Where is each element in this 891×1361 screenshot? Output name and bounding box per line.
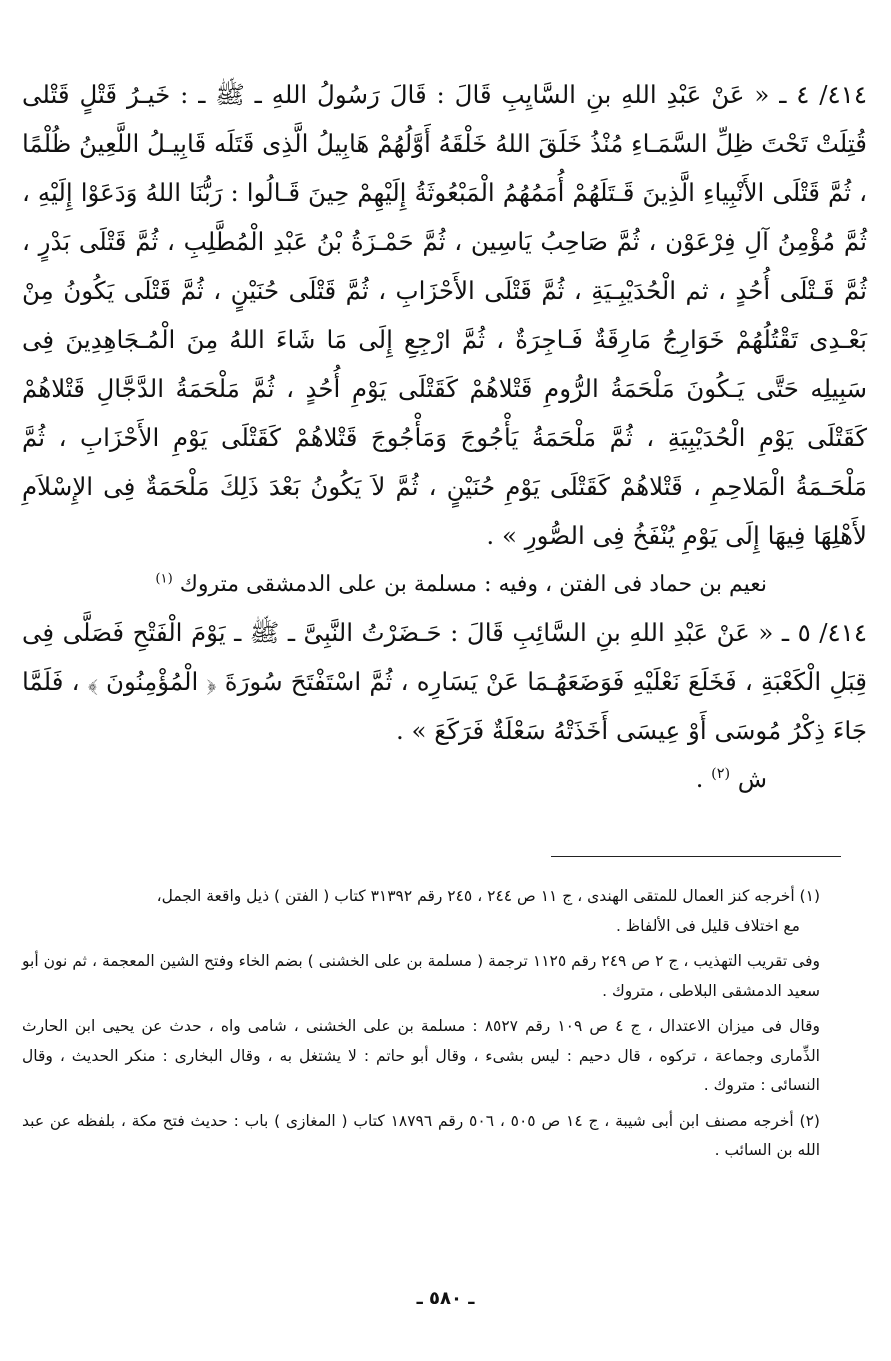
source-text: ش — [737, 765, 767, 793]
footnote-2: (٢) أخرجه مصنف ابن أبى شيبة ، ج ١٤ ص ٥٠٥ ، ٥٠٦ رقم ١٨٧٩٦ كتاب ( المغازى ) باب : حديث فتح مكة ، بلفظه عن عبد الله بن السائب . — [22, 1111, 820, 1159]
hadith-number: ٤١٤/ ٥ ـ — [781, 618, 867, 647]
footnotes — [22, 882, 820, 1172]
hadith-source — [22, 562, 867, 608]
main-text — [22, 70, 867, 803]
footnote-1-paragraph-3: وقال فى ميزان الاعتدال ، ج ٤ ص ١٠٩ رقم ٨٥٢٧ : مسلمة بن على الخشنى ، شامى واه ، حدث عن يحيى ابن الحارث الذِّمارى وجماعة ، تركوه ، قال دحيم : ليس بشىء ، وقال أبو حاتم : لا يشتغل به ، وقال البخارى : منكر الحديث ، وقال النسائى : متروك . — [22, 1017, 820, 1094]
source-text: نعيم بن حماد فى الفتن ، وفيه : مسلمة بن على الدمشقى متروك — [179, 572, 767, 597]
hadith-text: « عَنْ عَبْدِ اللهِ بنِ السَّائِبِ قَالَ : حَـضَرْتُ النَّبِىَّ ـ ﷺ ـ يَوْمَ الْفَتْحِ فَصَلَّى فِى قِبَلِ الْكَعْبَةِ ، فَخَلَعَ نَعْلَيْهِ فَوَضَعَهُـمَا عَنْ يَسَارِه ، ثُمَّ اسْتَفْتَحَ سُورَةَ ﴿ الْمُؤْمِنُونَ ﴾ ، فَلَمَّا جَاءَ ذِكْرُ مُوسَى أَوْ عِيسَى أَخَذَتْهُ سَعْلَةٌ فَرَكَعَ » . — [22, 618, 867, 745]
footnote-marker[interactable]: (١) — [155, 571, 173, 587]
hadith-source: ش $^{(٢)}$ . — [695, 765, 767, 793]
footnote-marker[interactable]: (٢) — [711, 766, 731, 782]
footnote-1 — [22, 882, 820, 941]
hadith-paragraph — [22, 70, 867, 560]
footnote-1-paragraph-2: وفى تقريب التهذيب ، ج ٢ ص ٢٤٩ رقم ١١٢٥ ترجمة ( مسلمة بن على الخشنى ) بضم الخاء وفتح الشين المعجمة ، ثم نون أبو سعيد الدمشقى البلاطى ، متروك . — [22, 952, 820, 1000]
hadith-text: « عَنْ عَبْدِ اللهِ بنِ السَّايِبِ قَالَ : قَالَ رَسُولُ اللهِ ـ ﷺ ـ : خَيـرُ قَتْلٍ قَتْلى قُتِلَتْ تَحْتَ ظِلِّ السَّمَـاءِ مُنْذُ خَلَقَ اللهُ خَلْقَهُ أَوَّلُهُمْ هَابِيلُ الَّذِى قَتَلَه قَابِيـلُ اللَّعِينُ ظُلْمًا ، ثُمَّ قَتْلَى الأَنْبِياءِ الَّذِينَ قَـتَلَهُمْ أُمَمُهُمُ الْمَبْعُوثَةُ إِلَيْهِمْ حِينَ قَـالُوا : رَبُّنَا اللهُ وَدَعَوْا إِلَيْهِ ، ثُمَّ مُؤْمِنُ آلِ فِرْعَوْن ، ثُمَّ صَاحِبُ يَاسِين ، ثُمَّ حَمْـزَةُ بْنُ عَبْدِ الْمُطَّلِبِ ، ثُمَّ قَتْلَى بَدْرٍ ، ثُمَّ قَـتْلَى أُحُدٍ ، ثم الْحُدَيْبِـيَةِ ، ثُمَّ قَتْلَى الأَحْزَابِ ، ثُمَّ قَتْلَى حُنَيْنٍ ، ثُمَّ قَتْلَى يَكُونُ مِنْ بَعْـدِى تَقْتُلُهُمْ خَوَارِجُ مَارِقَةٌ فَـاجِرَةٌ ، ثُمَّ ارْجِعِ إِلَى مَا شَاءَ اللهُ مِنَ الْمُـجَاهِدِينَ فِى سَبِيلِه حَتَّى يَـكُونَ مَلْحَمَةُ الرُّومِ قَتْلاهُمْ كَقَتْلَى يَوْمِ أُحُدٍ ، ثُمَّ مَلْحَمَةُ الدَّجَّالِ قَتْلاهُمْ كَقَتْلَى يَوْمِ الْحُدَيْبِيَةِ ، ثُمَّ مَلْحَمَةُ يَأْجُوجَ وَمَأْجُوجَ قَتْلاهُمْ كَقَتْلَى يَوْمِ الأَحْزَابِ ، ثُمَّ مَلْحَـمَةُ الْمَلاحِمِ ، قَتْلاهُمْ كَقَتْلَى يَوْمِ حُنَيْنٍ ، ثُمَّ لاَ يَكُونُ بَعْدَ ذَلِكَ مَلْحَمَةٌ فِى الإِسْلاَمِ لأَهْلِهَا فِيهَا إِلَى يَوْمِ يُنْفَخُ فِى الصُّورِ » . — [22, 80, 867, 550]
footnote-1-line-2: مع اختلاف قليل فى الألفاظ . — [615, 916, 800, 935]
hadith-number: ٤١٤/ ٤ ـ — [779, 80, 867, 109]
footnote-divider — [551, 856, 841, 857]
hadith-paragraph — [22, 608, 867, 755]
footnote-1-line-1: (١) أخرجه كنز العمال للمتقى الهندى ، ج ١١ ص ٢٤٤ ، ٢٤٥ رقم ٣١٣٩٢ كتاب ( الفتن ) ذيل واقعة الجمل، — [156, 887, 820, 905]
page-number: ـ ٥٨٠ ـ — [416, 1288, 475, 1309]
